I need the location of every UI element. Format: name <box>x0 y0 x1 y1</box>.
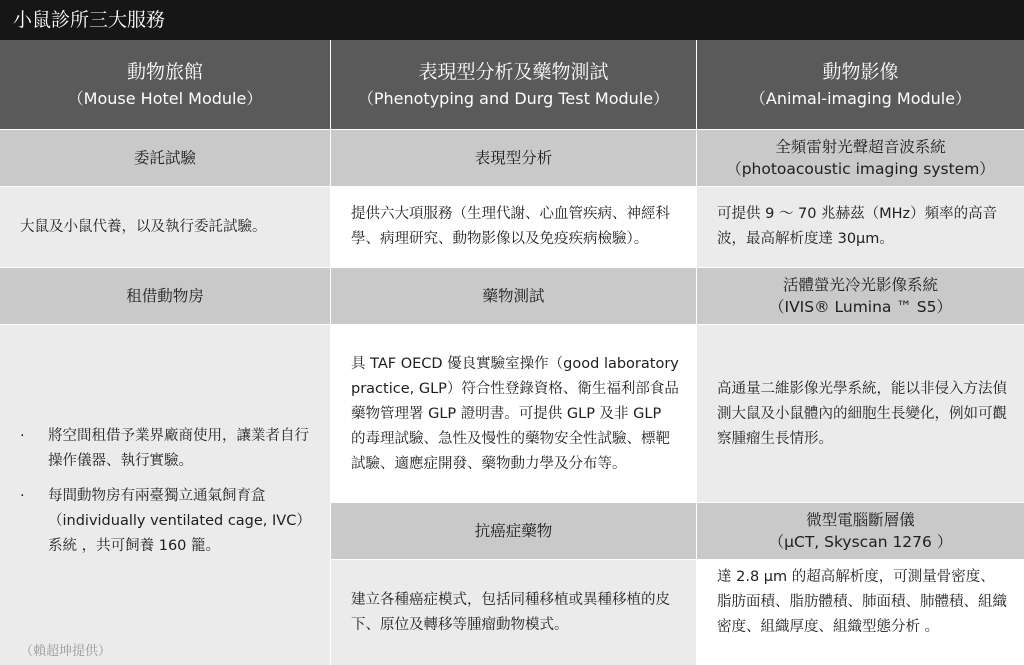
column-header-animal-imaging <box>697 40 1024 129</box>
equipment-description-text: 達 2.8 μm 的超高解析度，可測量骨密度、脂肪面積、脂肪體積、肺面積、肺體積、組織密度、組織厚度、組織型態分析 。 <box>717 569 1007 635</box>
row-divider <box>0 324 1024 325</box>
service-heading-text: 抗癌症藥物 <box>474 522 553 540</box>
column-title: 動物旅館 <box>126 60 203 83</box>
service-heading-text: 租借動物房 <box>126 287 204 305</box>
image-credit: （賴超坤提供） <box>20 644 112 659</box>
equipment-name: 全頻雷射光聲超音波系統 <box>775 138 946 156</box>
equipment-name: 活體螢光冷光影像系統 <box>782 276 938 294</box>
service-description-text: 建立各種癌症模式，包括同種移植或異種移植的皮下、原位及轉移等腫瘤動物模式。 <box>351 591 670 633</box>
service-description <box>0 187 330 267</box>
equipment-heading <box>697 503 1024 559</box>
service-description <box>331 187 696 267</box>
equipment-heading <box>697 130 1024 186</box>
row-divider <box>0 129 1024 130</box>
column-title: 表現型分析及藥物測試 <box>418 60 609 83</box>
service-description <box>331 325 696 503</box>
bullet-mark: · <box>20 428 25 444</box>
service-description-text: 提供六大項服務（生理代謝、心血管疾病、神經科學、病理研究、動物影像以及免疫疾病檢驗）。 <box>351 206 670 247</box>
row-divider <box>331 502 1024 503</box>
column-divider <box>696 40 697 665</box>
service-heading <box>331 268 696 324</box>
service-heading <box>331 130 696 186</box>
equipment-english-name: （μCT, Skyscan 1276 ） <box>768 533 953 551</box>
list-item-text: 每間動物房有兩臺獨立通氣飼育盒（individually ventilated cage, IVC）系統 ，共可飼養 160 籠。 <box>48 488 311 554</box>
service-description-text: 具 TAF OECD 優良實驗室操作（good laboratory practice, GLP）符合性登錄資格、衛生福利部食品藥物管理署 GLP 證明書。可提供 GLP 及非 GLP 的毒理試驗、急性及慢性的藥物安全性試驗、標靶試驗、適應症開發、藥物動力學及分布等。 <box>351 355 679 472</box>
column-header-mouse-hotel <box>0 40 330 129</box>
service-heading-text: 表現型分析 <box>474 149 553 167</box>
column-divider <box>330 40 331 665</box>
row-divider <box>0 186 1024 187</box>
equipment-english-name: （IVIS® Lumina ™ S5） <box>769 298 952 316</box>
equipment-name: 微型電腦斷層儀 <box>806 511 915 529</box>
bullet-mark: · <box>20 488 25 504</box>
column-subtitle: （Phenotyping and Durg Test Module） <box>357 88 670 108</box>
service-description <box>0 325 330 665</box>
list-item-text: 將空間租借予業界廠商使用，讓業者自行操作儀器、執行實驗。 <box>48 428 309 469</box>
column-subtitle: （Mouse Hotel Module） <box>67 88 263 108</box>
list-item <box>20 424 312 474</box>
equipment-description <box>697 187 1024 267</box>
service-heading <box>0 130 330 186</box>
row-divider <box>0 267 1024 268</box>
service-description <box>331 560 696 665</box>
service-heading <box>0 268 330 324</box>
equipment-description <box>697 325 1024 503</box>
page-title: 小鼠診所三大服務 <box>0 0 1024 40</box>
column-header-phenotyping <box>331 40 696 129</box>
equipment-description-text: 高通量二維影像光學系統，能以非侵入方法偵測大鼠及小鼠體內的細胞生長變化，例如可觀察腫瘤生長情形。 <box>717 380 1007 447</box>
service-heading-text: 藥物測試 <box>482 287 545 305</box>
service-heading <box>331 503 696 559</box>
column-title: 動物影像 <box>822 60 899 83</box>
list-item <box>20 484 312 559</box>
service-heading-text: 委託試驗 <box>133 149 196 167</box>
equipment-heading <box>697 268 1024 324</box>
column-subtitle: （Animal-imaging Module） <box>749 88 972 108</box>
service-description-text: 大鼠及小鼠代養，以及執行委託試驗。 <box>20 218 267 235</box>
equipment-english-name: （photoacoustic imaging system） <box>726 160 995 178</box>
row-divider <box>331 559 1024 560</box>
equipment-description <box>697 560 1024 665</box>
equipment-description-text: 可提供 9 ～ 70 兆赫茲（MHz）頻率的高音波，最高解析度達 30μm。 <box>717 206 998 247</box>
